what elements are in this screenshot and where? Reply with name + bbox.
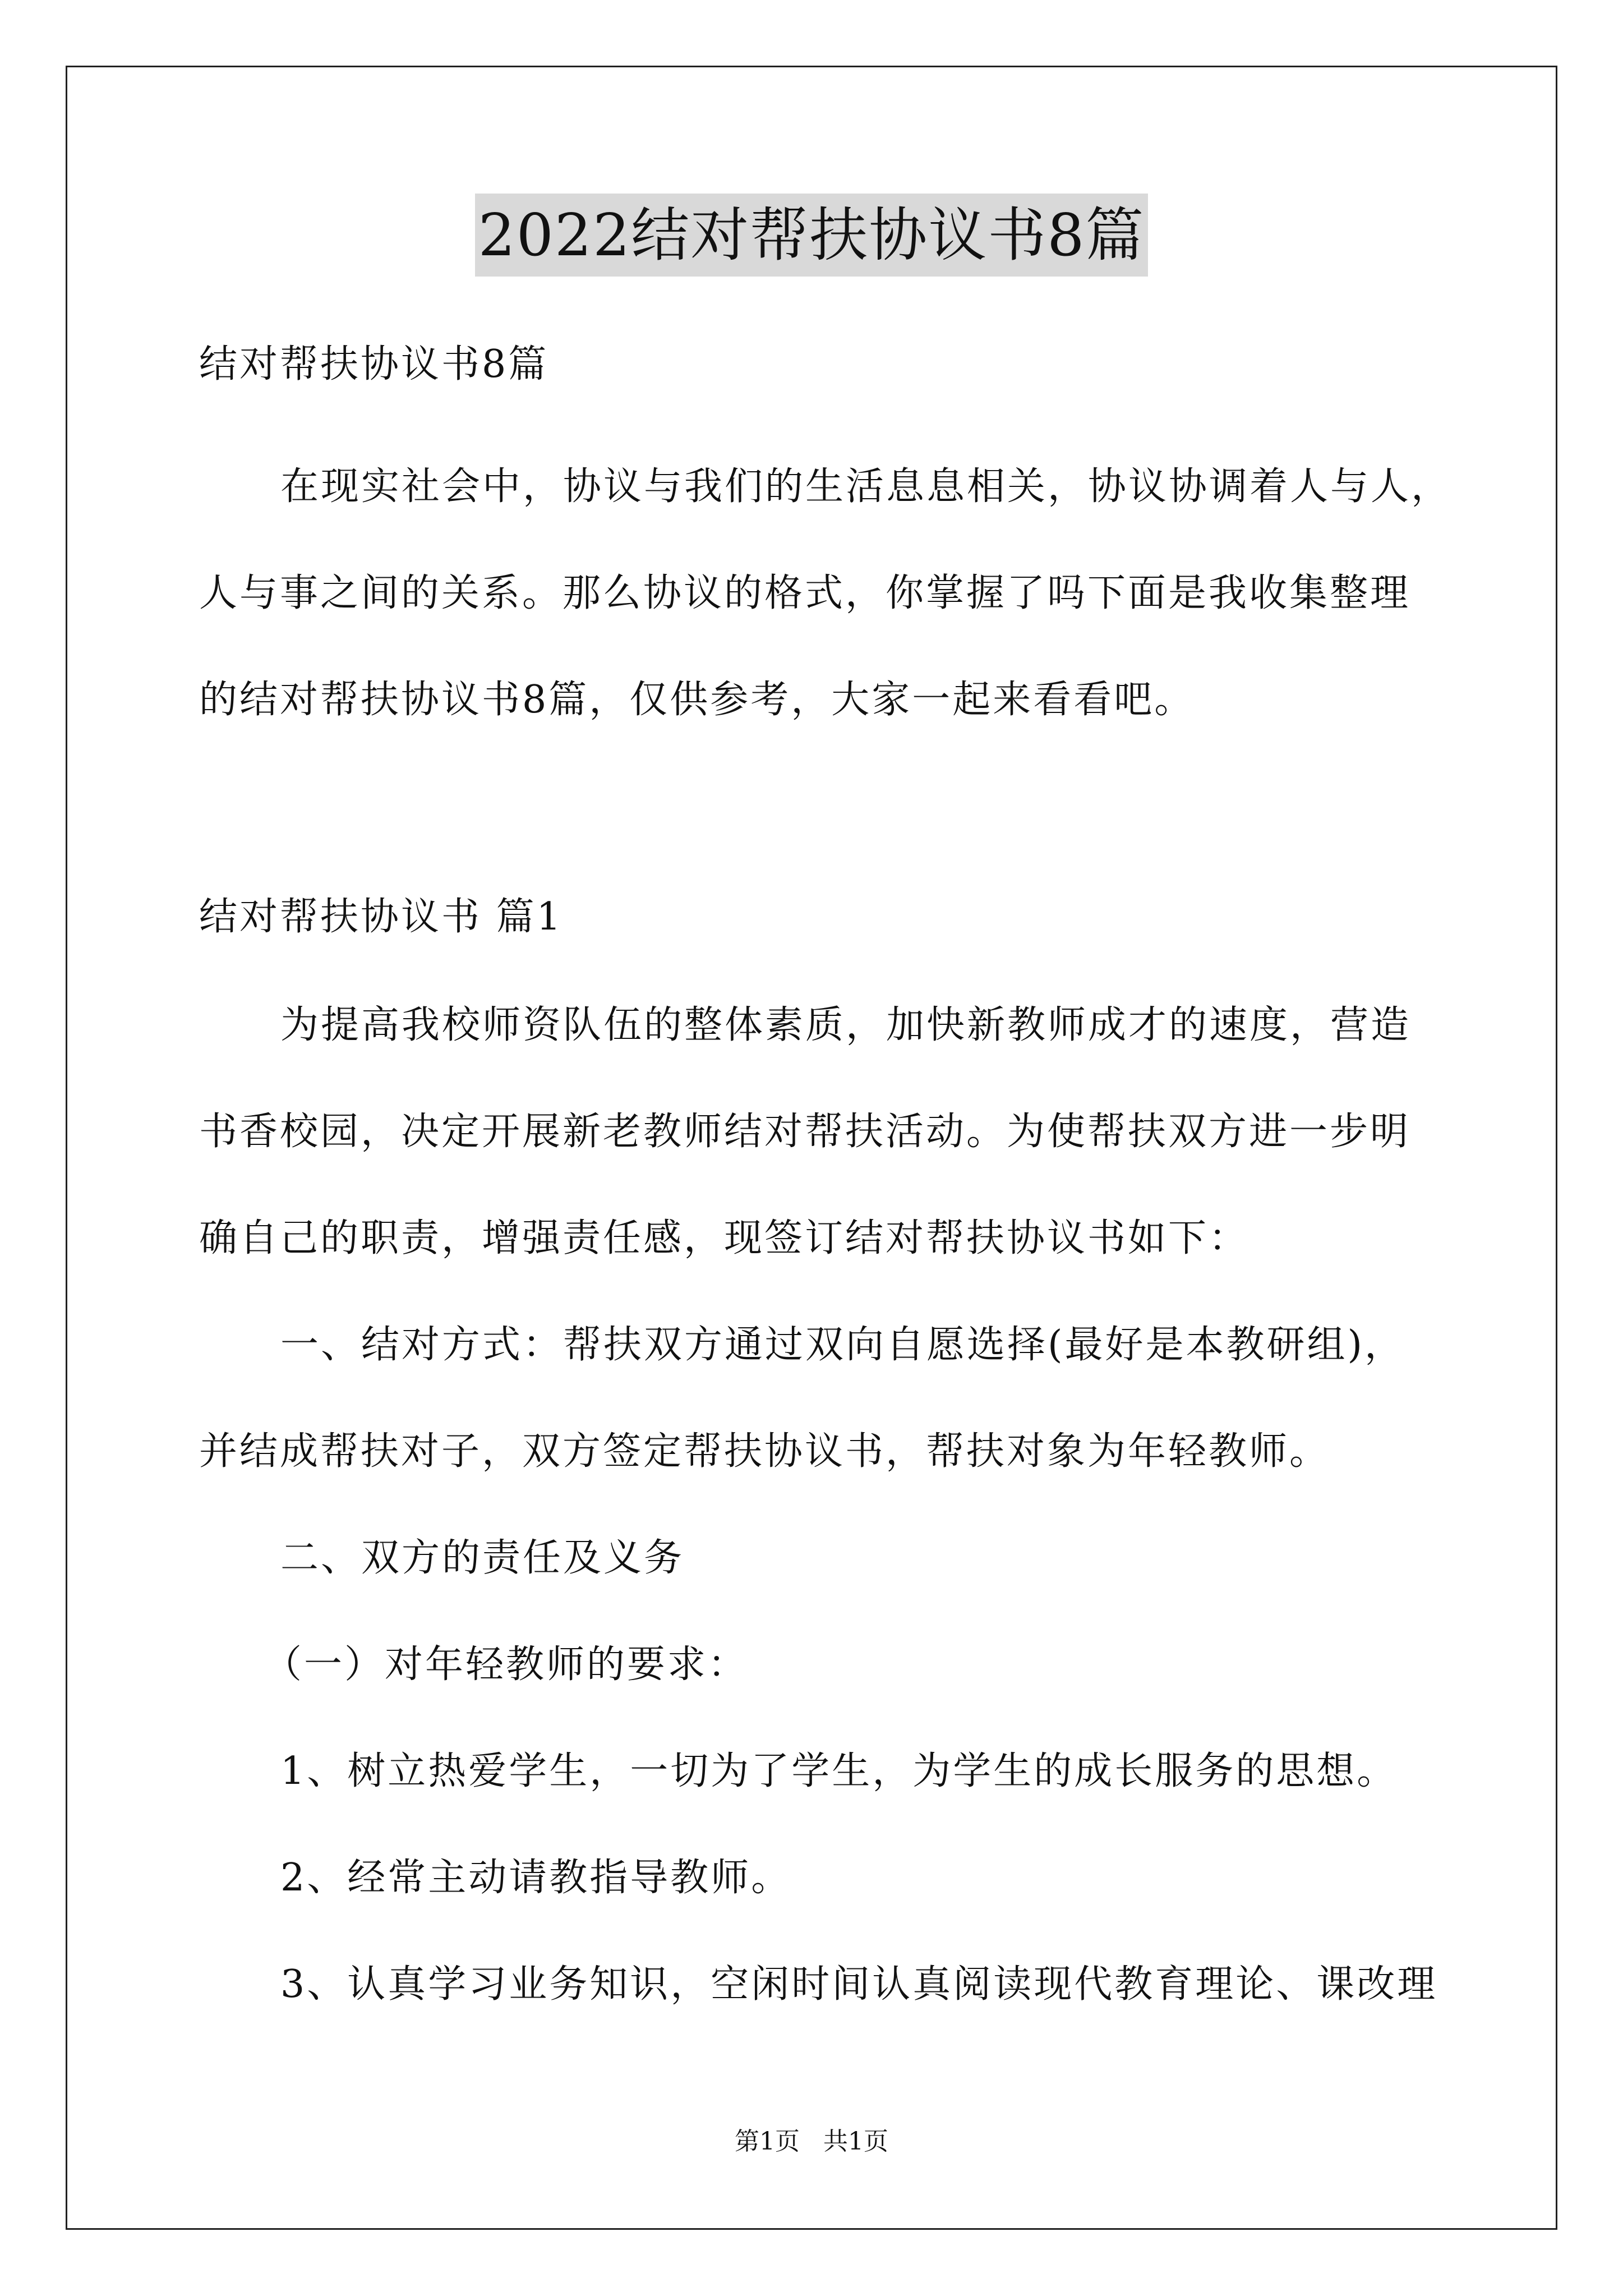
- paragraph-line: 的结对帮扶协议书8篇，仅供参考，大家一起来看看吧。: [199, 678, 1195, 722]
- paragraph-line: 在现实社会中，协议与我们的生活息息相关，协议协调着人与人，: [280, 464, 1452, 509]
- paragraph-line: （一）对年轻教师的要求：: [264, 1642, 749, 1687]
- list-item: 1、树立热爱学生，一切为了学生，为学生的成长服务的思想。: [280, 1749, 1398, 1793]
- subtitle-line: 结对帮扶协议书8篇: [199, 342, 549, 386]
- paragraph-line: 并结成帮扶对子，双方签定帮扶协议书，帮扶对象为年轻教师。: [199, 1429, 1330, 1474]
- paragraph-line: 为提高我校师资队伍的整体素质，加快新教师成才的速度，营造: [280, 1003, 1412, 1047]
- document-title: 2022结对帮扶协议书8篇: [475, 194, 1149, 277]
- paragraph-line: 确自己的职责，增强责任感，现签订结对帮扶协议书如下：: [199, 1216, 1249, 1260]
- page-footer: 第1页 共1页: [735, 2127, 888, 2156]
- list-item: 2、经常主动请教指导教师。: [280, 1856, 792, 1900]
- paragraph-line: 二、双方的责任及义务: [280, 1536, 685, 1580]
- title-container: [0, 194, 1623, 277]
- paragraph-line: 一、结对方式：帮扶双方通过双向自愿选择(最好是本教研组)，: [280, 1323, 1405, 1367]
- list-item: 3、认真学习业务知识，空闲时间认真阅读现代教育理论、课改理: [280, 1962, 1438, 2007]
- section-heading: 结对帮扶协议书 篇1: [199, 895, 563, 939]
- paragraph-line: 人与事之间的关系。那么协议的格式，你掌握了吗下面是我收集整理: [199, 571, 1411, 615]
- paragraph-line: 书香校园，决定开展新老教师结对帮扶活动。为使帮扶双方进一步明: [199, 1110, 1411, 1154]
